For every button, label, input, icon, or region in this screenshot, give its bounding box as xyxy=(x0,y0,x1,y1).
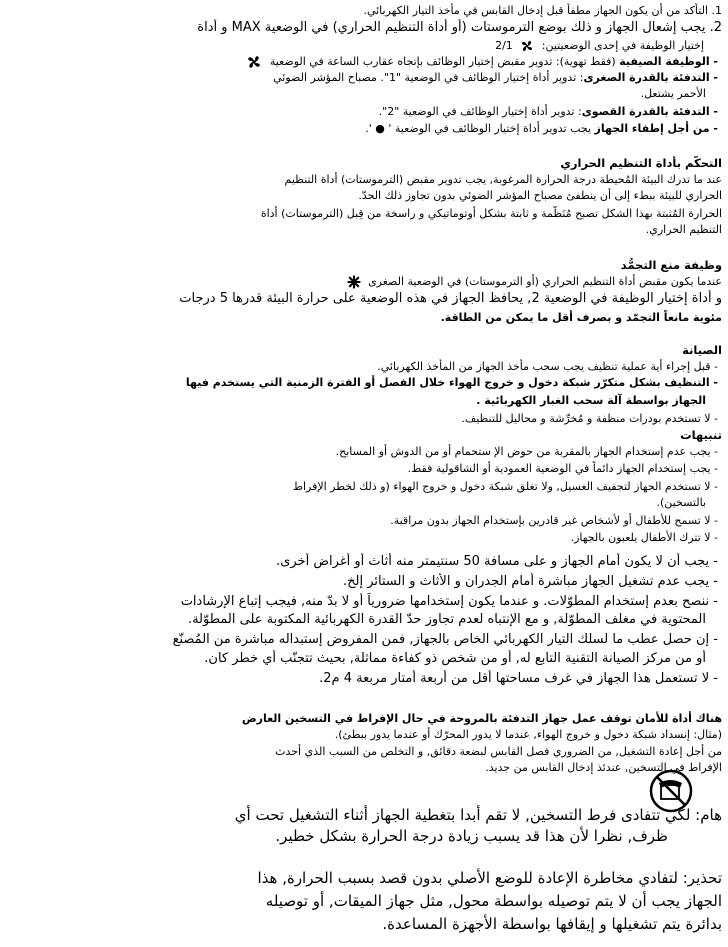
frost-heading: وظيفة منع التجمُّد xyxy=(620,258,722,272)
warning-8: - ننصح بعدم إستخدام المطوّلات. و عندما يكون إستخدامها ضرورياً أو لا بدّ منه, فيجب إتباع الإرشادات xyxy=(180,594,718,609)
snowflake-icon xyxy=(347,275,361,289)
summer-function: - الوظيفة الصيفية (فقط تهوية): تدوير مقبض إختيار الوظائف بإتجاه عقارب الساعة في الوضعية xyxy=(6,54,718,70)
high-power-heating: - التدفئة بالقدرة القصوى: تدوير أداة إختيار الوظائف في الوضعية "2". xyxy=(378,105,718,118)
safety-line-2: من أجل إعادة التشغيل, من الضروري فصل القابس لبضعة دقائق, و التخلص من السبب الذي أحدث xyxy=(275,745,722,758)
caution-line-3: بدائرة يتم تشغيلها و إيقافها بواسطة الأجهزة المساعدة. xyxy=(382,915,722,933)
frost-line-1: عندما يكون مقبض أداة التنظيم الحراري (أو الترموستات) في الوضعية الصغرى xyxy=(6,274,722,289)
warning-3: - لا تستخدم الجهاز لتجفيف الغسيل, ولا تغلق شبكة دخول و خروج الهواء (و ذلك لخطر الإفراط xyxy=(292,480,718,493)
warning-1: - يجب عدم إستخدام الجهاز بالمقربة من حوض الإ ستحمام أو من الدوش أو المسابح. xyxy=(335,445,718,458)
warning-3b: بالتسخين). xyxy=(656,496,706,509)
fan-icon xyxy=(246,54,262,70)
low-power-heating: - التدفئة بالقدرة الصغرى: تدوير أداة إختيار الوظائف في الوضعية "1". مصباح المؤشر الضوئي xyxy=(273,71,718,84)
thermostat-line-1: عند ما تدرك البيئة المُحيطة درجة الحرارة المرغوبة, يجب تدوير مقبض (الترموستات) أداة التنظيم xyxy=(284,173,722,186)
safety-line-3: الإفراط في التسخين, عندئذ إدخال القابس من جديد. xyxy=(485,761,722,774)
maintenance-line-3: الجهاز بواسطة آلة سحب الغبار الكهربائية . xyxy=(476,394,706,407)
warning-9: - إن حصل عطب ما لسلك التيار الكهربائي الخاص بالجهاز, فمن المفروض إستبداله مباشرة من المُصنّع xyxy=(172,632,718,647)
thermostat-line-2: الحراري للبيئة ببطء إلى أن ينطفئ مصباح المؤشر الضوئي بدون تجاوز ذلك الحدّ. xyxy=(358,189,722,202)
fan-icon xyxy=(520,39,534,53)
frost-line-3: مئوية مانعاً التجمّد و بصرف أقل ما يمكن من الطاقة. xyxy=(440,311,722,324)
maintenance-line-2: - التنظيف بشكل متكرّر شبكة دخول و خروج الهواء خلال الفصل أو الفترة الزمنية التي يستخدم فيها xyxy=(185,376,718,389)
thermostat-heading: التحكّم بأداة التنظيم الحراري xyxy=(560,156,722,170)
instruction-3: إختيار الوظيفة في إحدى الوضعيتين: 2/1 xyxy=(495,39,704,52)
safety-heading: هناك أداة للأمان توقف عمل جهاز التدفئة بالمروحة في حال الإفراط في التسخين العارض xyxy=(241,712,722,725)
warning-5: - لا تترك الأطفال يلعبون بالجهاز. xyxy=(570,531,718,544)
warning-6: - يجب أن لا يكون أمام الجهاز و على مسافة 50 سنتيمتر منه أثاث أو أغراض أخرى. xyxy=(276,554,718,569)
no-covering-icon xyxy=(648,768,694,814)
frost-line-2: و أداة إختيار الوظيفة في الوضعية 2, يحافظ الجهاز في هذه الوضعية على حرارة البيئة قدرها 5 درجات xyxy=(179,291,722,306)
instruction-2: 2. يجب إشعال الجهاز و ذلك بوضع الترموستات (أو أداة التنظيم الحراري) في الوضعية MAX و أداة xyxy=(197,20,722,35)
instruction-1: 1. التأكد من أن يكون الجهاز مطفأ قبل إدخال القابس في مأخذ التيار الكهربائي. xyxy=(363,4,722,17)
low-power-heating-2: الأحمر يشتعل. xyxy=(640,87,706,100)
warning-7: - يجب عدم تشغيل الجهاز مباشرة أمام الجدران و الأثاث و الستائر إلخ. xyxy=(342,574,718,589)
thermostat-line-3: الحرارة المُثبتة بهذا الشكل تصبح مُنَظّمة و ثابتة بشكل أوتوماتيكي و راسخة من قِبل (الترموستات) أداة xyxy=(260,207,722,220)
caution-line-2: الجهاز يجب أن لا يتم توصيله بواسطة محول, مثل جهاز الميقات, أو توصيله xyxy=(265,892,722,910)
maintenance-line-1: - قبل إجراء أية عملية تنظيف يجب سحب مأخذ الجهاز من المأخذ الكهربائي. xyxy=(377,360,718,373)
maintenance-line-4: - لا تستخدم بودرات منظفة و مُخرِّشة و محاليل للتنظيف. xyxy=(461,412,718,425)
maintenance-heading: الصيانة xyxy=(682,343,722,357)
warning-8b: المحتوية في مغلف المطوّلة, و مع الإنتباه لعدم تجاوز حدّ القدرة الكهربائية المكتوبة على المطوّلة. xyxy=(187,612,706,627)
caution-line-1: تحذير: لتفادي مخاطرة الإعادة للوضع الأصلي بدون قصد بسبب الحرارة, هذا xyxy=(257,869,722,887)
warning-9b: أو من مركز الصيانة التقنية التابع له, أو من شخص ذو كفاءة مماثلة, بحيث تتجنّب أي خطر كان. xyxy=(204,651,706,666)
note-line-2: ظرف, نظرا لأن هذا قد يسبب زيادة درجة الحرارة بشكل خطير. xyxy=(275,827,668,845)
warning-2: - يجب إستخدام الجهاز دائماً في الوضعية العمودية أو الشاقولية فقط. xyxy=(407,462,718,475)
note-line-1: هام: لكي تتفادى فرط التسخين, لا تقم أبدا بتغطية الجهاز أثناء التشغيل تحت أي xyxy=(234,806,722,824)
thermostat-line-4: التنظيم الحراري. xyxy=(645,223,722,236)
warning-10: - لا تستعمل هذا الجهاز في غرف مساحتها أقل من أربعة أمتار مربعة 4 م2. xyxy=(319,671,718,686)
warning-4: - لا تسمح للأطفال أو لأشخاص غير قادرين بإستخدام الجهاز بدون مراقبة. xyxy=(390,514,718,527)
safety-line-1: (مثال: إنسداد شبكة دخول و خروج الهواء, عندما لا يدور المحرّك أو عندما يدور ببطئ). xyxy=(334,728,722,741)
switch-off: - من أجل إطفاء الجهاز يجب تدوير أداة إختيار الوظائف في الوضعية ' ● '. xyxy=(365,122,718,135)
warnings-heading: تنبيهات xyxy=(680,428,722,442)
